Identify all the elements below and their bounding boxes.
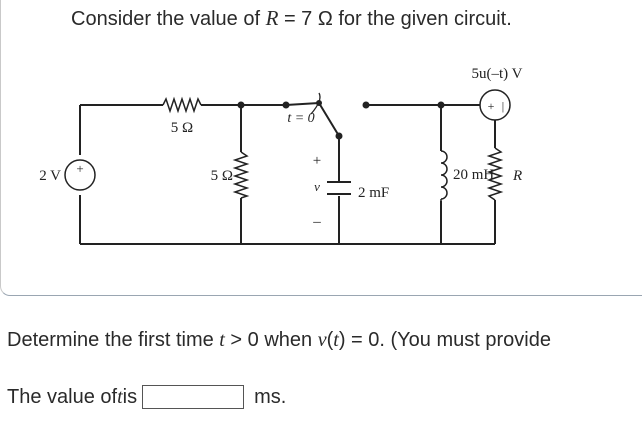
prompt-c: ( [326, 329, 334, 351]
prompt-d: ) = 0. (You must provide [338, 329, 551, 351]
prompt-b: > 0 when [224, 329, 318, 351]
r-mid-label: 5 Ω [210, 168, 233, 184]
resistor-mid-icon [235, 152, 247, 198]
prompt-text [7, 329, 551, 352]
resistor-top-icon [163, 99, 201, 111]
answer-row [7, 383, 286, 411]
source-left-label: 2 V [39, 168, 61, 184]
junction-dot [238, 102, 245, 109]
dep-source-label: 5u(–t) V [471, 66, 523, 82]
r-top-label: 5 Ω [170, 120, 194, 136]
circuit-diagram [39, 56, 531, 256]
answer-unit: ms. [254, 385, 287, 408]
switch-label: t = 0 [287, 111, 315, 126]
v-label: v [314, 179, 320, 194]
svg-text:|: | [501, 99, 505, 113]
answer-label-b: is [122, 385, 138, 408]
junction-dot [336, 133, 343, 140]
voltage-source-icon [65, 160, 95, 190]
inductor-label: 20 mH [453, 167, 495, 183]
question-text [71, 6, 512, 31]
question-var-r: R [265, 6, 279, 30]
svg-text:+: + [487, 99, 495, 113]
prompt-a: Determine the first time [7, 329, 220, 351]
prompt-var-t: t [219, 329, 225, 351]
junction-dot [283, 102, 290, 109]
r-right-label: R [513, 168, 523, 184]
dependent-source-icon [480, 90, 510, 120]
junction-dot [363, 102, 370, 109]
prompt-var-v: v [317, 329, 327, 351]
prompt-var-t2: t [333, 329, 339, 351]
inductor-icon [441, 151, 447, 201]
v-plus: + [312, 153, 322, 169]
junction-dot [438, 102, 445, 109]
answer-input[interactable] [142, 385, 244, 409]
v-minus: – [313, 214, 321, 230]
question-lead: Consider the value of [71, 8, 266, 30]
answer-label-a: The value of [7, 385, 118, 408]
answer-var-t: t [117, 385, 123, 408]
question-equals: = 7 Ω for the given circuit. [278, 8, 512, 30]
capacitor-label: 2 mF [358, 185, 390, 201]
svg-text:+: + [76, 161, 84, 176]
